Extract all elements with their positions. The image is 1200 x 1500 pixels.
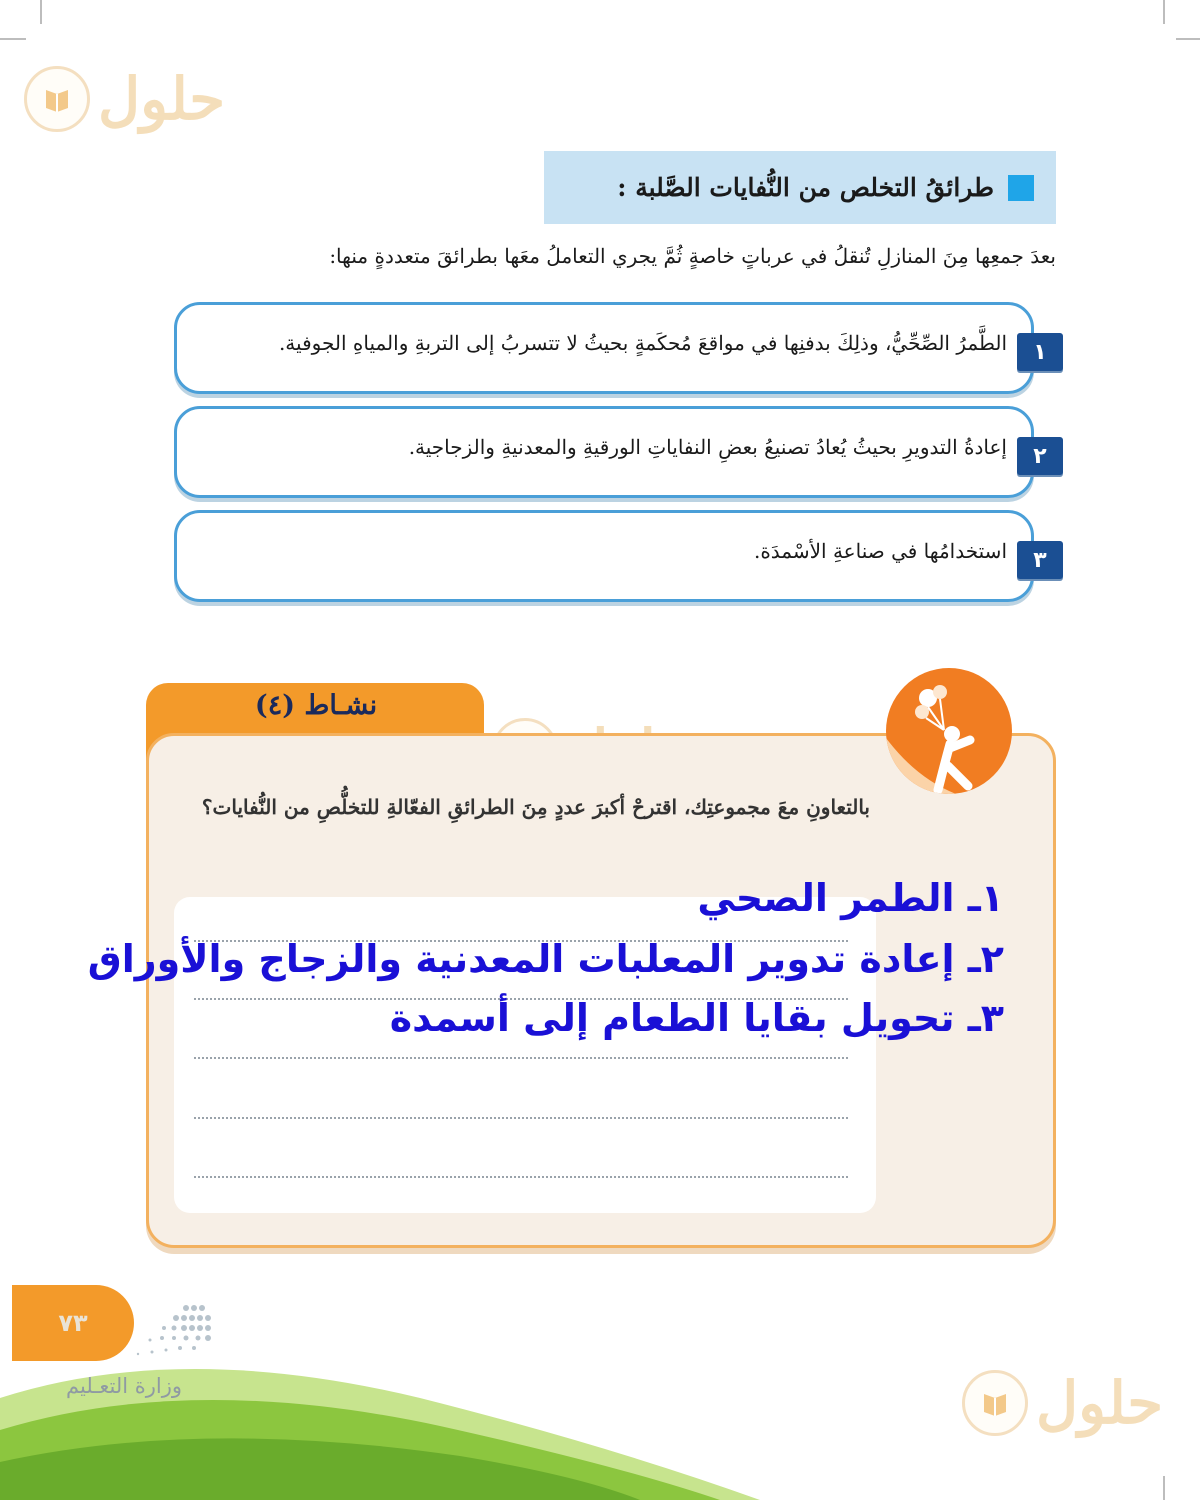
watermark-logo-top [24,66,225,132]
method-text: استخدامُها في صناعةِ الأسْمدَة. [753,539,1007,563]
answer-line [194,1057,848,1059]
section-intro: بعدَ جمعِها مِنَ المنازلِ تُنقلُ في عرباتٍ خاصةٍ ثُمَّ يجري التعاملُ معَها بطرائقَ متعددةٍ منها: [329,244,1056,268]
balloon-figure-icon [886,668,1012,794]
activity-title: نشـاط (٤) [254,690,378,721]
book-icon [24,66,90,132]
answer-line [194,1176,848,1178]
crop-mark-top-left-v [40,0,42,24]
crop-mark-top-left-h [0,38,26,40]
section-heading [544,151,1056,224]
heading-square-icon [1008,175,1034,201]
watermark-text: حلول [1036,1369,1164,1437]
method-number-badge: ٣ [1017,541,1063,579]
handwritten-answer: ٢ـ إعادة تدوير المعلبات المعدنية والزجاج والأوراق [87,937,1004,981]
ministry-dots-logo [124,1302,214,1362]
crop-mark-top-right-v [1163,0,1165,24]
book-icon [962,1370,1028,1436]
crop-mark-top-right-h [1176,38,1200,40]
watermark-logo-bottom [962,1370,1163,1436]
section-title: طرائقُ التخلص من النُّفايات الصَّلبة : [617,173,994,202]
watermark-text: حلول [98,65,226,133]
method-box [174,406,1047,498]
handwritten-answer: ٣ـ تحويل بقايا الطعام إلى أسمدة [389,996,1004,1040]
handwritten-answer: ١ـ الطمر الصحي [697,876,1004,920]
method-box [174,510,1047,602]
answer-line [194,1117,848,1119]
ministry-name: وزارة التعـليم [66,1374,183,1398]
method-text: إعادةُ التدويرِ بحيثُ يُعادُ تصنيعُ بعضِ النفاياتِ الورقيةِ والمعدنيةِ والزجاجية. [408,435,1007,459]
method-text: الطَّمرُ الصِّحِّيُّ، وذلِكَ بدفنِها في مواقعَ مُحكَمةٍ بحيثُ لا تتسربُ إلى التربةِ والمياهِ الجوفية. [278,331,1007,355]
activity-question: بالتعاونِ معَ مجموعتِك، اقترحْ أكبرَ عددٍ مِنَ الطرائقِ الفعّالةِ للتخلُّصِ من النُّفايات؟ [201,795,870,819]
method-box [174,302,1047,394]
method-number-badge: ١ [1017,333,1063,371]
page-number: ٧٣ [12,1285,134,1361]
method-number-badge: ٢ [1017,437,1063,475]
